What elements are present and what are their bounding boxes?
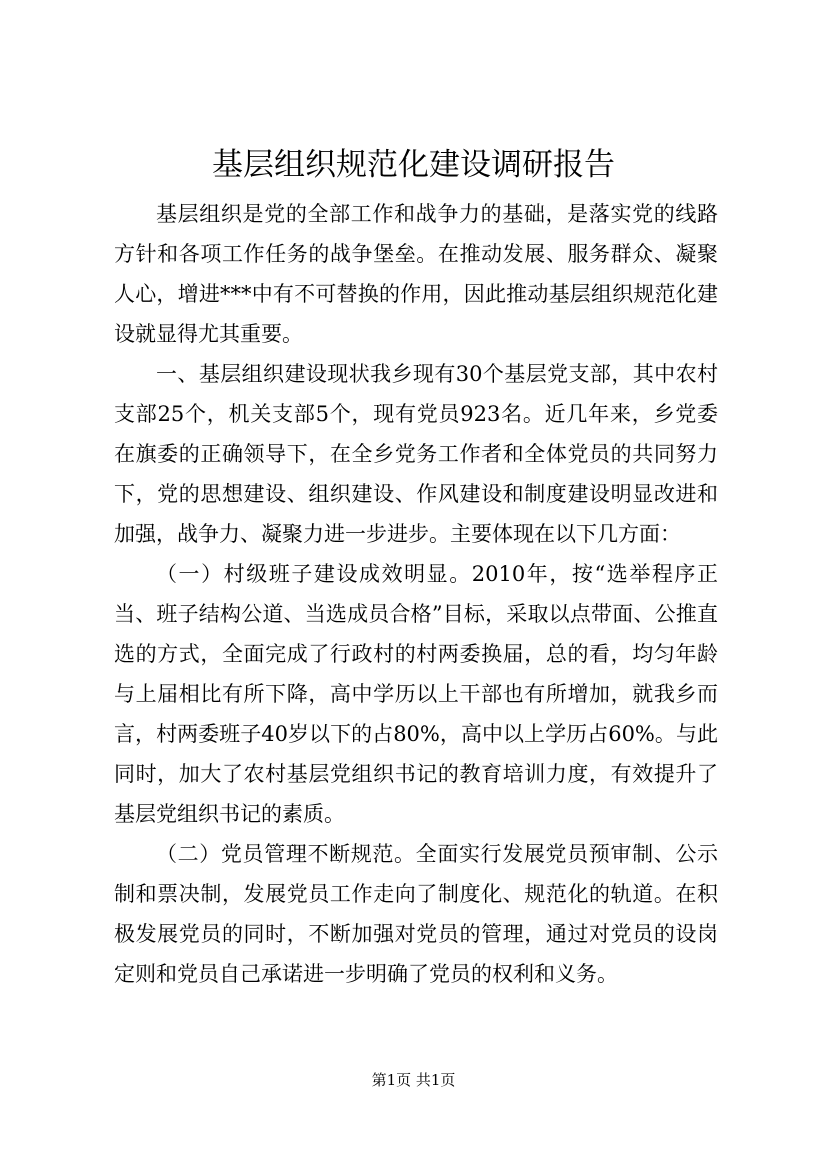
paragraph-intro: 基层组织是党的全部工作和战争力的基础，是落实党的线路方针和各项工作任务的战争堡垒。在推动发展、服务群众、凝聚人心，增进***中有不可替换的作用，因此推动基层组织规范化建设就显得尤其重要。 [114,202,718,346]
page-number-footer: 第1页 共1页 [371,1071,456,1089]
document-body [114,194,718,994]
paragraph-subsection-one: （一）村级班子建设成效明显。2010年，按“选举程序正当、班子结构公道、当选成员合格”目标，采取以点带面、公推直选的方式，全面完成了行政村的村两委换届，总的看，均匀年龄与上届相比有所下降，高中学历以上干部也有所增加，就我乡而言，村两委班子40岁以下的占80%，高中以上学历占60%。与此同时，加大了农村基层党组织书记的教育培训力度，有效提升了基层党组织书记的素质。 [114,562,718,826]
paragraph-subsection-two: （二）党员管理不断规范。全面实行发展党员预审制、公示制和票决制，发展党员工作走向了制度化、规范化的轨道。在积极发展党员的同时，不断加强对党员的管理，通过对党员的设岗定则和党员自己承诺进一步明确了党员的权利和义务。 [114,842,718,986]
paragraph-section-one: 一、基层组织建设现状我乡现有30个基层党支部，其中农村支部25个，机关支部5个，现有党员923名。近几年来，乡党委在旗委的正确领导下，在全乡党务工作者和全体党员的共同努力下，党的思想建设、组织建设、作风建设和制度建设明显改进和加强，战争力、凝聚力进一步进步。主要体现在以下几方面： [114,362,718,546]
document-title: 基层组织规范化建设调研报告 [212,147,615,183]
